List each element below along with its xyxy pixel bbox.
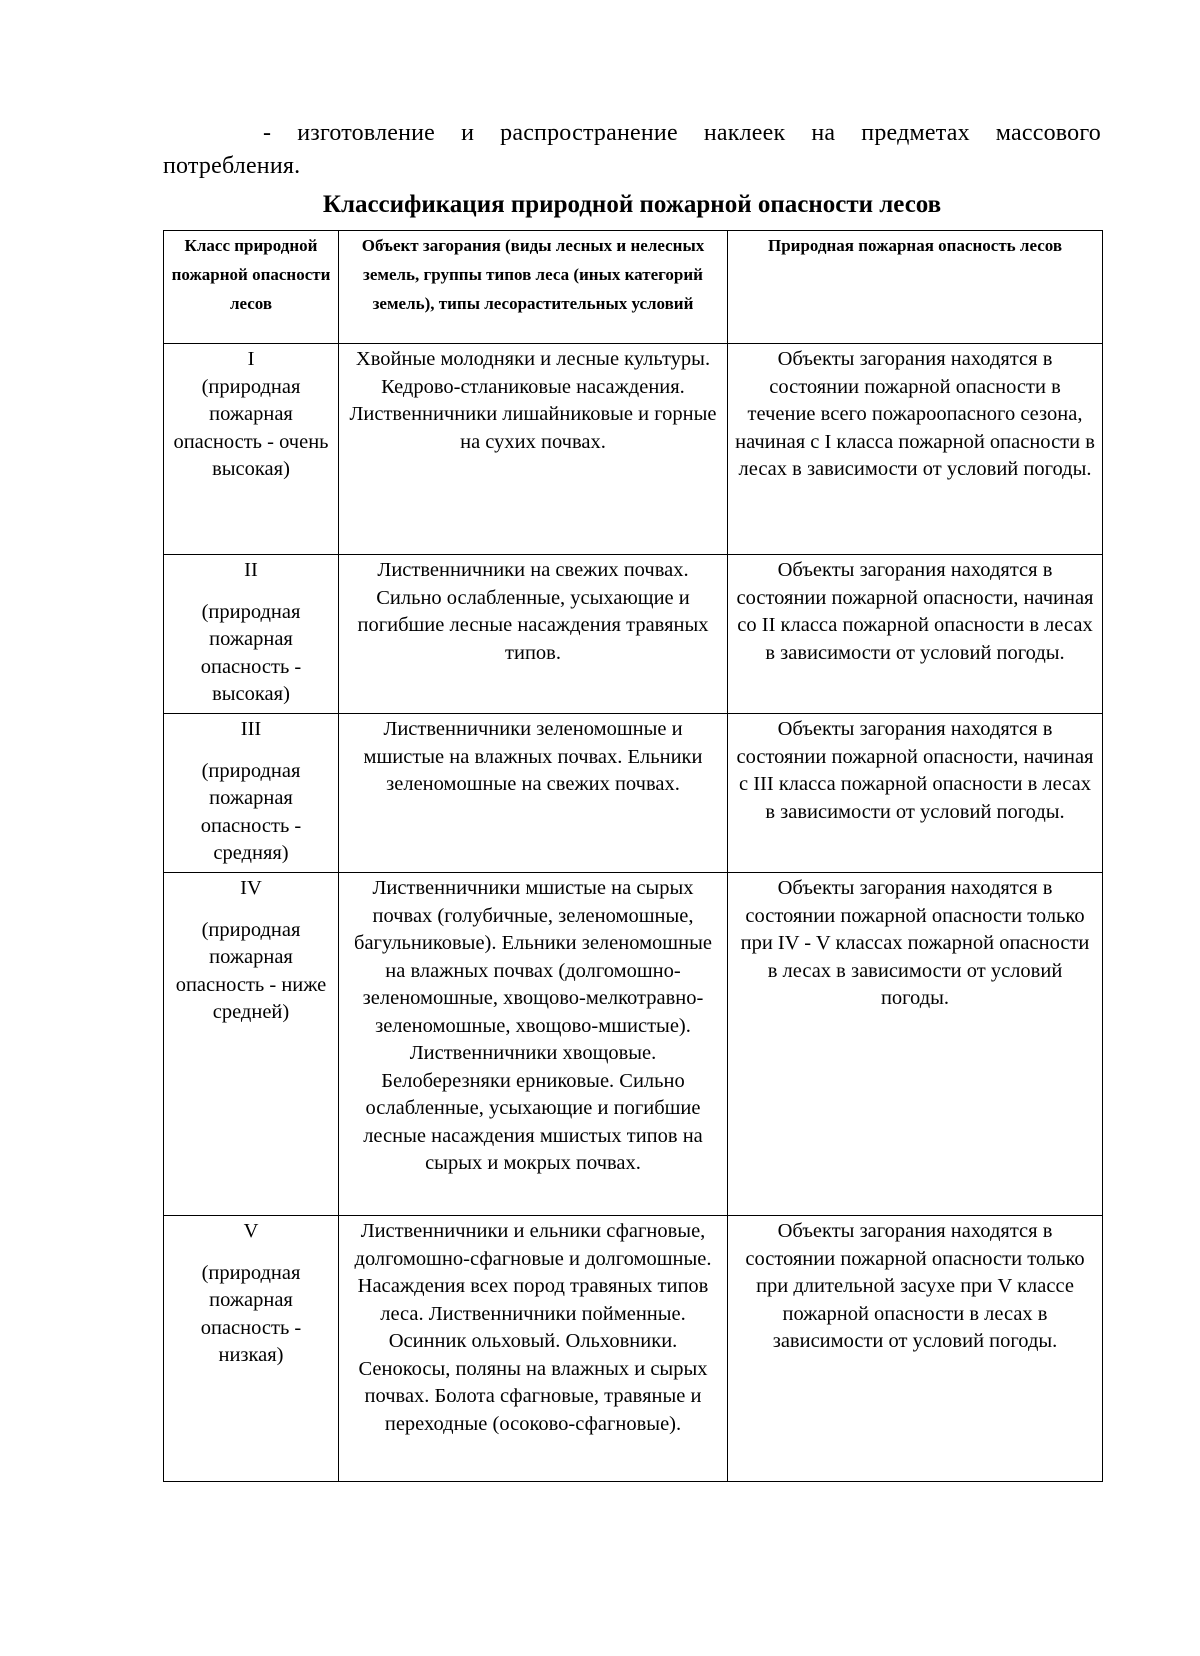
class-cell [164,714,339,873]
table-row [164,714,1103,873]
header-danger: Природная пожарная опасность лесов [728,231,1103,344]
class-cell [164,1216,339,1482]
intro-line-1: - изготовление и распространение наклеек на предметах массового [263,120,1101,146]
danger-cell: Объекты загорания находятся в состоянии пожарной опасности в течение всего пожароопасного сезона, начиная с I класса пожарной опасности в лесах в зависимости от условий погоды. [728,344,1103,555]
table-row [164,873,1103,1216]
class-number: IV [240,877,262,899]
class-description: (природная пожарная опасность - низкая) [200,1261,302,1366]
danger-cell: Объекты загорания находятся в состоянии пожарной опасности, начиная с III класса пожарной опасности в лесах в зависимости от условий погоды. [728,714,1103,873]
class-number: I [247,348,255,370]
class-number: V [243,1220,259,1242]
class-cell [164,555,339,714]
class-description: (природная пожарная опасность - средняя) [200,759,302,864]
object-cell: Хвойные молодняки и лесные культуры. Кедрово-стланиковые насаждения. Лиственничники лишайниковые и горные на сухих почвах. [339,344,728,555]
class-cell [164,344,339,555]
danger-cell: Объекты загорания находятся в состоянии пожарной опасности только при длительной засухе при V классе пожарной опасности в лесах в зависимости от условий погоды. [728,1216,1103,1482]
object-cell: Лиственничники и ельники сфагновые, долгомошно-сфагновые и долгомошные. Насаждения всех пород травяных типов леса. Лиственничники пойменные. Осинник ольховый. Ольховники. Сенокосы, поляны на влажных и сырых почвах. Болота сфагновые, травяные и переходные (осоково-сфагновые). [339,1216,728,1482]
header-object: Объект загорания (виды лесных и нелесных земель, группы типов леса (иных категорий земель), типы лесорастительных условий [339,231,728,344]
table-row [164,1216,1103,1482]
object-cell: Лиственничники на свежих почвах. Сильно ослабленные, усыхающие и погибшие лесные насаждения травяных типов. [339,555,728,714]
danger-cell: Объекты загорания находятся в состоянии пожарной опасности, начиная со II класса пожарной опасности в лесах в зависимости от условий погоды. [728,555,1103,714]
intro-line-2: потребления. [163,153,301,179]
table-row [164,555,1103,714]
classification-table [163,230,1103,1482]
object-cell: Лиственничники мшистые на сырых почвах (голубичные, зеленомошные, багульниковые). Ельники зеленомошные на влажных почвах (долгомошно-зеленомошные, хвощово-мелкотравно-зеленомошные, хвощово-мшистые). Лиственничники хвощовые. Белоберезняки ерниковые. Сильно ослабленные, усыхающие и погибшие лесные насаждения мшистых типов на сырых и мокрых почвах. [339,873,728,1216]
intro-paragraph [163,117,1101,183]
danger-cell: Объекты загорания находятся в состоянии пожарной опасности только при IV - V классах пожарной опасности в лесах в зависимости от условий погоды. [728,873,1103,1216]
table-row [164,344,1103,555]
class-number: III [240,718,262,740]
class-description: (природная пожарная опасность - очень высокая) [173,375,329,480]
table-title: Классификация природной пожарной опасности лесов [322,191,942,218]
class-description: (природная пожарная опасность - ниже средней) [175,918,327,1023]
class-cell [164,873,339,1216]
object-cell: Лиственничники зеленомошные и мшистые на влажных почвах. Ельники зеленомошные на свежих почвах. [339,714,728,873]
class-description: (природная пожарная опасность - высокая) [200,600,302,705]
table-header-row [164,231,1103,344]
class-number: II [244,559,258,581]
header-class: Класс природной пожарной опасности лесов [164,231,339,344]
